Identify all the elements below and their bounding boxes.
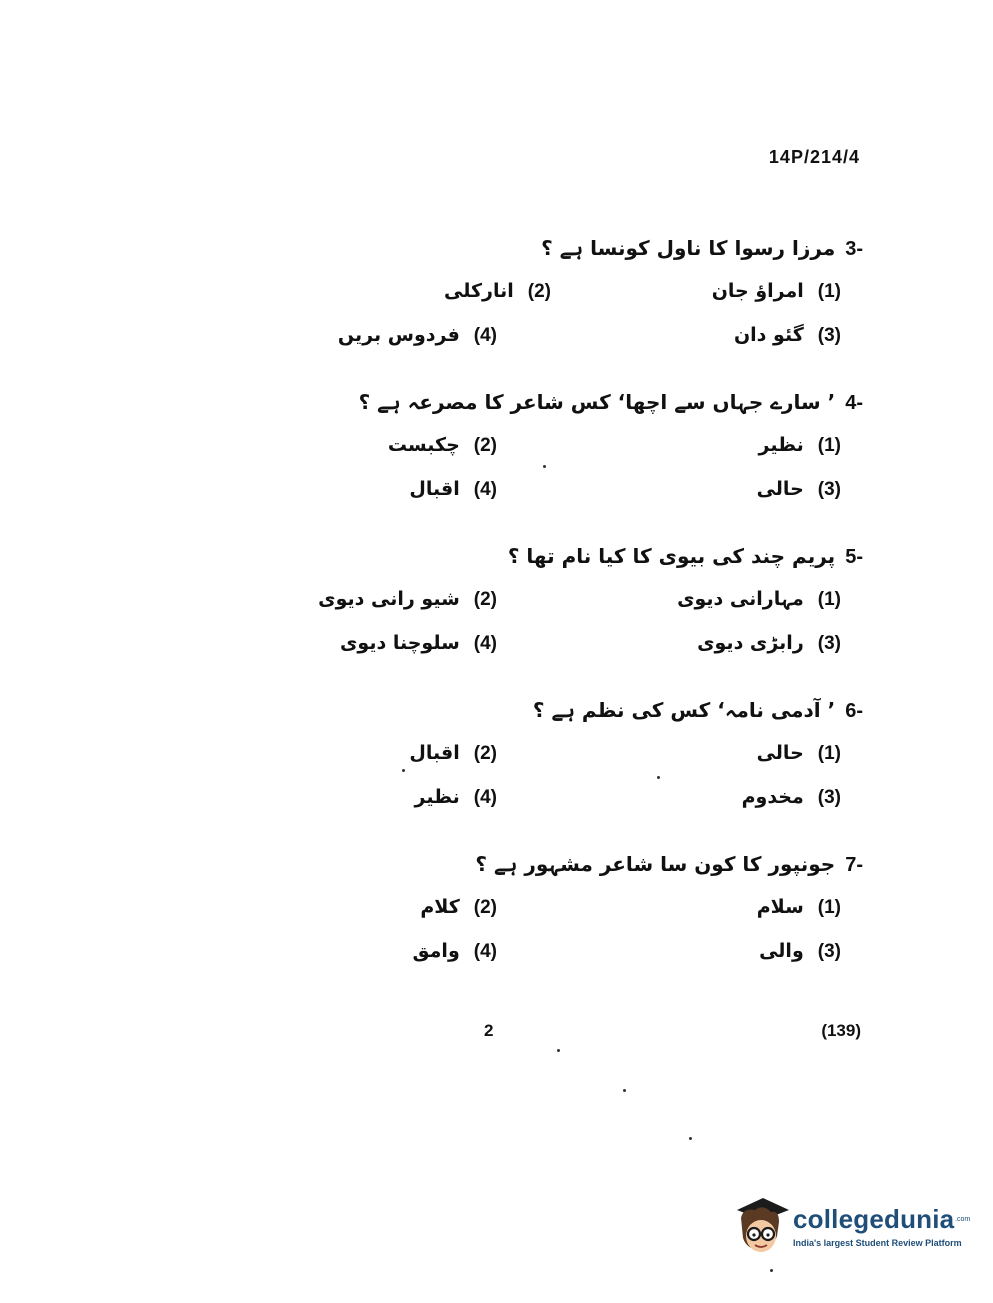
question-text: ’ آدمی نامہ‘ کس کی نظم ہے ؟ [532, 698, 836, 722]
option-1 [757, 742, 841, 765]
option-2 [409, 742, 497, 765]
option-text: رابڑی دیوی [697, 632, 804, 654]
option-text: مخدوم [741, 786, 804, 808]
option-4 [338, 324, 497, 347]
option-4 [340, 632, 497, 655]
option-text: فردوس بریں [337, 324, 460, 346]
option-4 [409, 478, 497, 501]
option-text: سلوچنا دیوی [340, 632, 460, 654]
option-text: انارکلی [444, 280, 514, 302]
scan-speck [557, 1049, 560, 1052]
option-number: (2) [473, 743, 497, 764]
option-text: چکبست [387, 434, 460, 456]
question-text: مرزا رسوا کا ناول کونسا ہے ؟ [541, 236, 836, 260]
question-number: 5- [845, 546, 863, 568]
option-number: (3) [817, 633, 841, 654]
option-text: والی [759, 940, 804, 962]
option-2 [420, 896, 497, 919]
option-1 [712, 280, 841, 303]
question-number: 4- [845, 392, 863, 414]
option-number: (2) [473, 589, 497, 610]
option-number: (3) [817, 479, 841, 500]
question-3 [0, 236, 993, 386]
question-number: 6- [845, 700, 863, 722]
scan-speck [689, 1137, 692, 1140]
option-number: (1) [817, 743, 841, 764]
option-number: (4) [473, 479, 497, 500]
question-line [533, 698, 863, 723]
collegedunia-watermark [733, 1196, 973, 1260]
option-number: (4) [473, 941, 497, 962]
scan-speck [623, 1089, 626, 1092]
option-text: شیو رانی دیوی [318, 588, 460, 610]
option-number: (3) [817, 787, 841, 808]
option-3 [757, 478, 841, 501]
option-text: اقبال [409, 742, 460, 764]
question-line [541, 236, 863, 261]
brand-domain-suffix: .com [955, 1216, 971, 1223]
serial-number: (139) [821, 1021, 861, 1040]
question-5 [0, 544, 993, 694]
option-number: (2) [527, 281, 551, 302]
option-number: (3) [817, 325, 841, 346]
option-3 [697, 632, 841, 655]
option-text: حالی [756, 742, 804, 764]
option-number: (2) [473, 435, 497, 456]
question-text: ’ سارے جہاں سے اچھا‘ کس شاعر کا مصرعہ ہے ؟ [358, 390, 836, 414]
scan-speck [770, 1269, 773, 1272]
option-2 [318, 588, 497, 611]
scan-speck [402, 769, 405, 772]
question-number: 3- [845, 238, 863, 260]
option-2 [388, 434, 497, 457]
option-1 [677, 588, 841, 611]
page-number: 2 [484, 1021, 494, 1040]
option-3 [734, 324, 841, 347]
option-text: گئو دان [733, 324, 804, 346]
scan-speck [657, 776, 660, 779]
option-number: (4) [473, 787, 497, 808]
option-number: (1) [817, 589, 841, 610]
option-text: وامق [412, 940, 460, 962]
option-number: (1) [817, 435, 841, 456]
question-4 [0, 390, 993, 540]
option-text: کلام [420, 896, 460, 918]
question-7 [0, 852, 993, 1002]
option-text: سلام [756, 896, 804, 918]
brand-tagline: India's largest Student Review Platform [793, 1238, 962, 1248]
option-4 [415, 786, 497, 809]
option-text: مہارانی دیوی [677, 588, 804, 610]
scan-speck [543, 465, 546, 468]
option-3 [759, 940, 841, 963]
option-number: (3) [817, 941, 841, 962]
option-2 [444, 280, 551, 303]
option-4 [413, 940, 497, 963]
option-3 [742, 786, 841, 809]
question-line [359, 390, 863, 415]
option-text: نظیر [414, 786, 460, 808]
option-number: (4) [473, 325, 497, 346]
brand-name: collegedunia [793, 1204, 955, 1234]
question-line [508, 544, 863, 569]
option-1 [757, 896, 841, 919]
option-number: (2) [473, 897, 497, 918]
option-text: نظیر [758, 434, 804, 456]
question-number: 7- [845, 854, 863, 876]
question-text: پریم چند کی بیوی کا کیا نام تھا ؟ [507, 544, 836, 568]
question-text: جونپور کا کون سا شاعر مشہور ہے ؟ [475, 852, 836, 876]
option-number: (1) [817, 897, 841, 918]
option-number: (4) [473, 633, 497, 654]
question-6 [0, 698, 993, 848]
paper-code: 14P/214/4 [768, 147, 860, 167]
option-number: (1) [817, 281, 841, 302]
option-text: امراؤ جان [711, 280, 804, 302]
option-1 [759, 434, 841, 457]
option-text: حالی [756, 478, 804, 500]
option-text: اقبال [409, 478, 460, 500]
mascot-logo-icon [733, 1196, 791, 1260]
question-line [475, 852, 863, 877]
